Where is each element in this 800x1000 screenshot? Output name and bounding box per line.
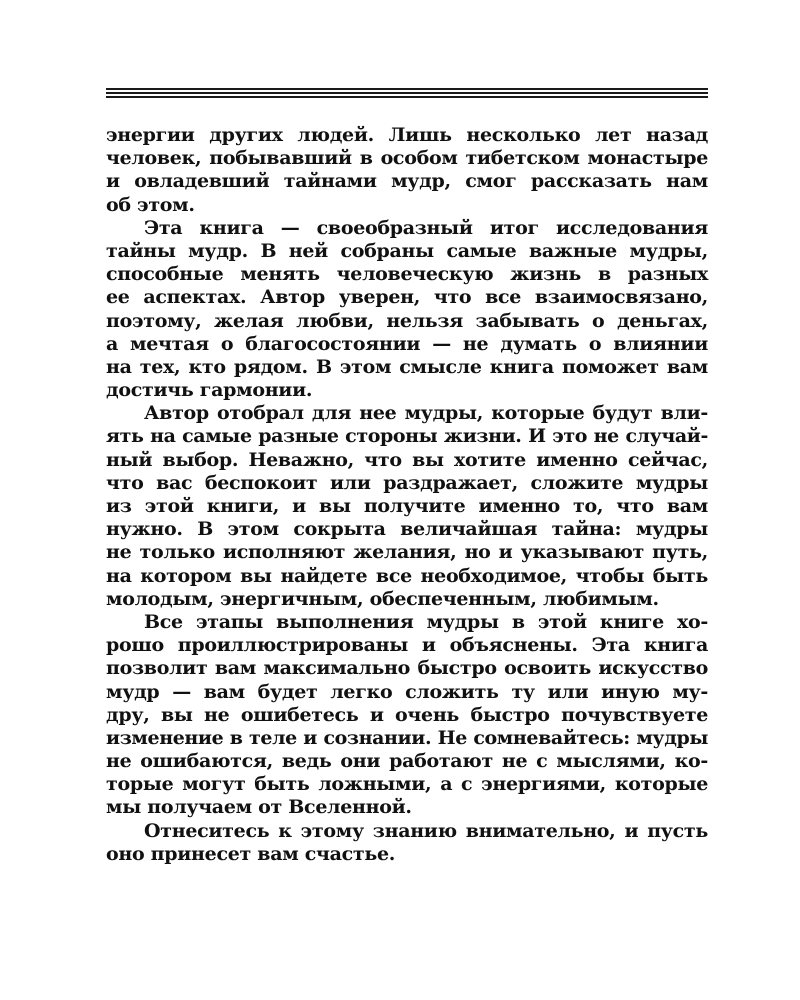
text-line: не ошибаются, ведь они работают не с мыслями, ко- <box>106 750 708 773</box>
text-line: об этом. <box>106 193 195 216</box>
paragraph <box>106 611 708 820</box>
paragraph <box>106 402 708 611</box>
text-line: мы получаем от Вселенной. <box>106 796 412 819</box>
text-line: ный выбор. Неважно, что вы хотите именно сейчас, <box>106 448 708 471</box>
paragraph <box>106 820 708 866</box>
text-line: на котором вы найдете все необходимое, чтобы быть <box>106 564 708 587</box>
body-text <box>106 124 708 866</box>
text-line: тайны мудр. В ней собраны самые важные мудры, <box>106 239 708 262</box>
text-line: человек, побывавший в особом тибетском монастыре <box>106 147 708 170</box>
text-line: энергии других людей. Лишь несколько лет назад <box>106 124 708 146</box>
header-rule-top <box>106 88 708 90</box>
text-line: достичь гармонии. <box>106 379 313 402</box>
text-line: Эта книга — своеобразный итог исследования <box>144 216 708 239</box>
text-line: нужно. В этом сокрыта величайшая тайна: мудры <box>106 518 708 541</box>
paragraph <box>106 217 708 403</box>
text-line: оно принесет вам счастье. <box>106 842 396 865</box>
paragraph <box>106 124 708 217</box>
text-line: позволит вам максимально быстро освоить искусство <box>106 657 708 680</box>
text-line: а мечтая о благосостоянии — не думать о влиянии <box>106 332 708 355</box>
text-line: Все этапы выполнения мудры в этой книге хо- <box>144 610 708 633</box>
text-line: из этой книги, и вы получите именно то, что вам <box>106 495 708 517</box>
text-line: рошо проиллюстрированы и объяснены. Эта книга <box>106 634 708 657</box>
header-rule-middle <box>106 92 708 94</box>
text-line: торые могут быть ложными, а с энергиями, которые <box>106 773 708 796</box>
text-line: способные менять человеческую жизнь в разных <box>106 263 708 286</box>
text-line: ее аспектах. Автор уверен, что все взаимосвязано, <box>106 286 708 309</box>
text-line: поэтому, желая любви, нельзя забывать о деньгах, <box>106 309 708 332</box>
text-line: мудр — вам будет легко сложить ту или иную му- <box>106 680 708 703</box>
text-line: на тех, кто рядом. В этом смысле книга поможет вам <box>106 355 708 378</box>
text-line: Автор отобрал для нее мудры, которые будут вли- <box>144 402 708 425</box>
text-line: изменение в теле и сознании. Не сомневайтесь: мудры <box>106 726 708 749</box>
text-line: ять на самые разные стороны жизни. И это не случай- <box>106 425 708 448</box>
text-line: не только исполняют желания, но и указывают путь, <box>106 541 708 564</box>
text-line: молодым, энергичным, обеспеченным, любимым. <box>106 587 659 610</box>
text-line: и овладевший тайнами мудр, смог рассказать нам <box>106 170 708 193</box>
text-line: Отнеситесь к этому знанию внимательно, и пусть <box>144 819 708 842</box>
header-rule-bottom <box>106 96 708 98</box>
text-line: дру, вы не ошибетесь и очень быстро почувствуете <box>106 703 708 726</box>
text-line: что вас беспокоит или раздражает, сложите мудры <box>106 471 708 494</box>
